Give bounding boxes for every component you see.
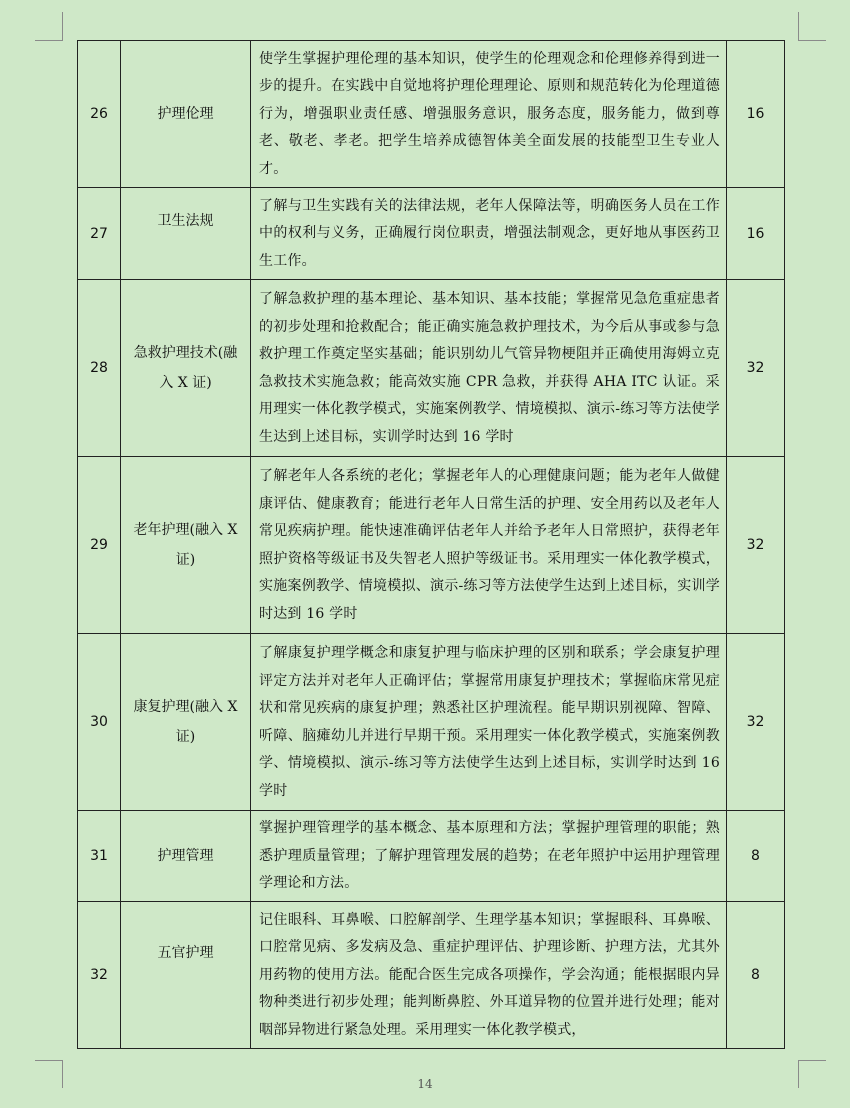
table-row	[78, 902, 785, 1049]
row-number: 31	[78, 811, 121, 902]
course-hours: 32	[727, 634, 785, 811]
row-number: 28	[78, 280, 121, 457]
course-name: 护理伦理	[121, 41, 251, 188]
course-name: 康复护理(融入 X 证)	[121, 634, 251, 811]
table-row	[78, 188, 785, 280]
row-number: 30	[78, 634, 121, 811]
table-row	[78, 811, 785, 902]
corner-mark-bottom-left-h	[35, 1060, 63, 1061]
table-row	[78, 457, 785, 634]
row-number: 27	[78, 188, 121, 280]
course-description: 了解急救护理的基本理论、基本知识、基本技能；掌握常见急危重症患者的初步处理和抢救配合；能正确实施急救护理技术，为今后从事或参与急救护理工作奠定坚实基础；能识别幼儿气管异物梗阻并正确使用海姆立克急救技术实施急救；能高效实施 CPR 急救，并获得 AHA ITC 认证。采用理实一体化教学模式，实施案例教学、情境模拟、演示-练习等方法使学生达到上述目标，实训学时达到 16 学时	[251, 280, 727, 457]
course-name: 护理管理	[121, 811, 251, 902]
course-description: 使学生掌握护理伦理的基本知识，使学生的伦理观念和伦理修养得到进一步的提升。在实践中自觉地将护理伦理理论、原则和规范转化为伦理道德行为，增强职业责任感、增强服务意识，服务态度，服务能力，做到尊老、敬老、孝老。把学生培养成德智体美全面发展的技能型卫生专业人才。	[251, 41, 727, 188]
course-description: 了解康复护理学概念和康复护理与临床护理的区别和联系；学会康复护理评定方法并对老年人正确评估；掌握常用康复护理技术；掌握临床常见症状和常见疾病的康复护理；熟悉社区护理流程。能早期识别视障、智障、听障、脑瘫幼儿并进行早期干预。采用理实一体化教学模式，实施案例教学、情境模拟、演示-练习等方法使学生达到上述目标，实训学时达到 16 学时	[251, 634, 727, 811]
course-hours: 32	[727, 457, 785, 634]
row-number: 29	[78, 457, 121, 634]
table-row	[78, 41, 785, 188]
corner-mark-top-left-h	[35, 40, 63, 41]
course-name: 卫生法规	[121, 188, 251, 280]
course-description: 记住眼科、耳鼻喉、口腔解剖学、生理学基本知识；掌握眼科、耳鼻喉、口腔常见病、多发病及急、重症护理评估、护理诊断、护理方法，尤其外用药物的使用方法。能配合医生完成各项操作，学会沟通；能根据眼内异物种类进行初步处理；能判断鼻腔、外耳道异物的位置并进行处理；能对咽部异物进行紧急处理。采用理实一体化教学模式，	[251, 902, 727, 1049]
course-hours: 8	[727, 811, 785, 902]
table-row	[78, 634, 785, 811]
course-name: 五官护理	[121, 902, 251, 1049]
course-hours: 16	[727, 41, 785, 188]
course-hours: 8	[727, 902, 785, 1049]
course-name: 老年护理(融入 X 证)	[121, 457, 251, 634]
course-name: 急救护理技术(融入 X 证)	[121, 280, 251, 457]
row-number: 26	[78, 41, 121, 188]
course-description: 了解与卫生实践有关的法律法规，老年人保障法等，明确医务人员在工作中的权利与义务，正确履行岗位职责，增强法制观念，更好地从事医药卫生工作。	[251, 188, 727, 280]
corner-mark-top-right-h	[798, 40, 826, 41]
course-hours: 32	[727, 280, 785, 457]
course-table	[77, 40, 785, 1049]
course-description: 掌握护理管理学的基本概念、基本原理和方法；掌握护理管理的职能；熟悉护理质量管理；了解护理管理发展的趋势；在老年照护中运用护理管理学理论和方法。	[251, 811, 727, 902]
course-description: 了解老年人各系统的老化；掌握老年人的心理健康问题；能为老年人做健康评估、健康教育；能进行老年人日常生活的护理、安全用药以及老年人常见疾病护理。能快速准确评估老年人并给予老年人日常照护，获得老年照护资格等级证书及失智老人照护等级证书。采用理实一体化教学模式，实施案例教学、情境模拟、演示-练习等方法使学生达到上述目标，实训学时达到 16 学时	[251, 457, 727, 634]
corner-mark-top-left-v	[62, 12, 63, 40]
course-hours: 16	[727, 188, 785, 280]
corner-mark-bottom-right-h	[798, 1060, 826, 1061]
table-row	[78, 280, 785, 457]
page-number: 14	[417, 1077, 433, 1091]
row-number: 32	[78, 902, 121, 1049]
corner-mark-top-right-v	[798, 12, 799, 40]
